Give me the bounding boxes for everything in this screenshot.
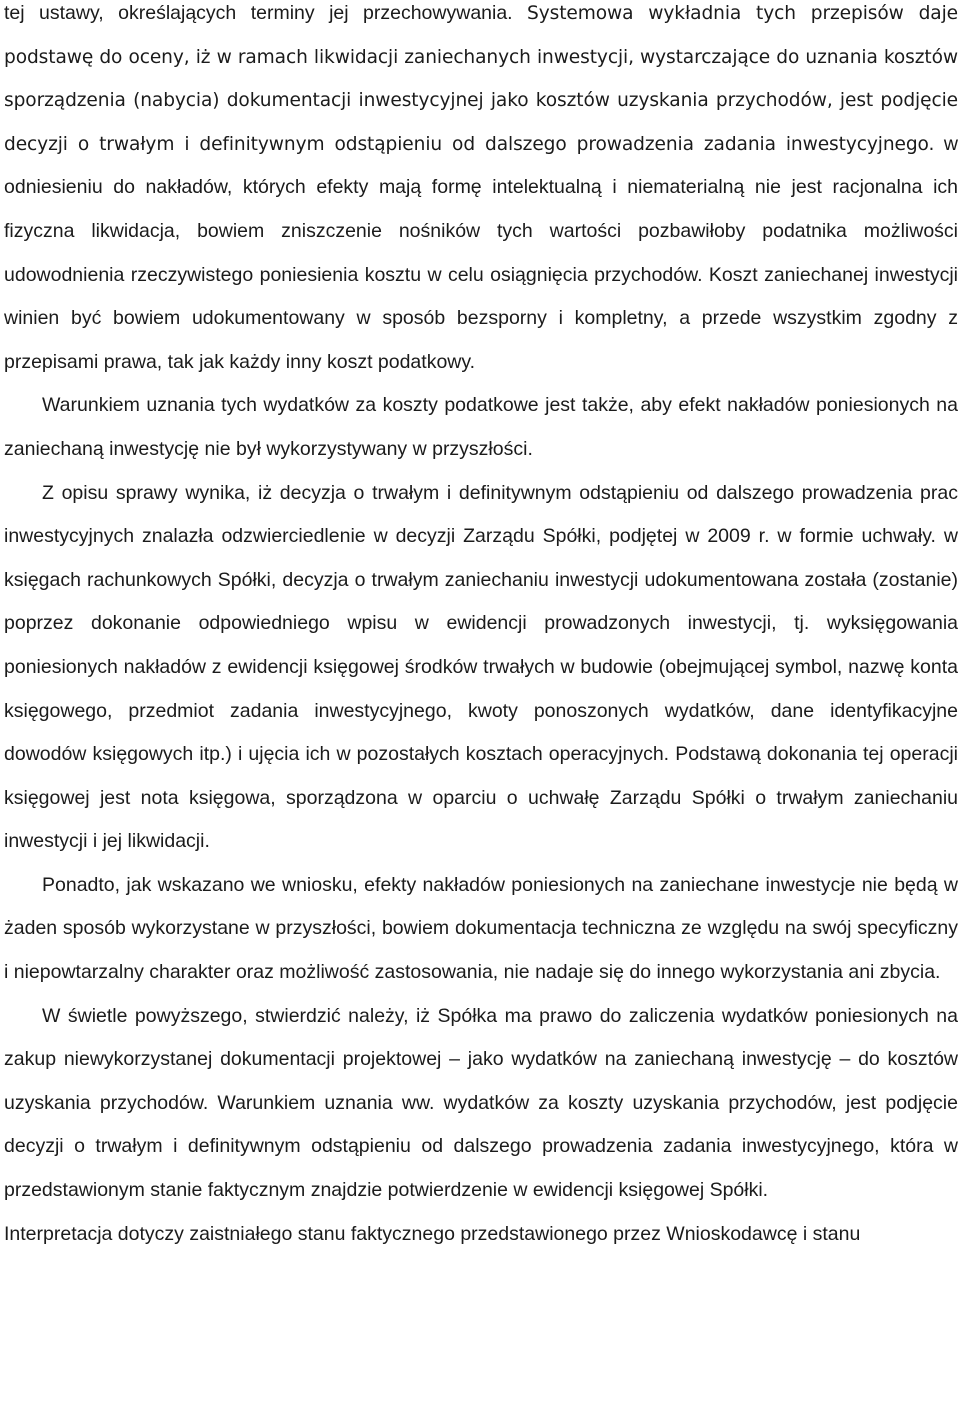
- paragraph-2: Warunkiem uznania tych wydatków za koszty podatkowe jest także, aby efekt nakładów poniesionych na zaniechaną inwestycję nie był wykorzystywany w przyszłości.: [4, 394, 958, 460]
- paragraph-1-part-a: tej ustawy, określających terminy jej przechowywania.: [4, 2, 528, 24]
- paragraph-1-part-c: w odniesieniu do nakładów, których efekty mają formę intelektualną i niematerialną nie jest racjonalna ich fizyczna likwidacja, bowiem zniszczenie nośników tych wartości pozbawiłoby podatnika możliwości udowodnienia rzeczywistego poniesienia kosztu w celu osiągnięcia przychodów. Koszt zaniechanej inwestycji winien być bowiem udokumentowany w sposób bezsporny i kompletny, a przede wszystkim zgodny z przepisami prawa, tak jak każdy inny koszt podatkowy.: [4, 132, 959, 373]
- paragraph-5: W świetle powyższego, stwierdzić należy, iż Spółka ma prawo do zaliczenia wydatków poniesionych na zakup niewykorzystanej dokumentacji projektowej – jako wydatków na zaniechaną inwestycję – do kosztów uzyskania przychodów. Warunkiem uznania ww. wydatków za koszty uzyskania przychodów, jest podjęcie decyzji o trwałym i definitywnym odstąpieniu od dalszego prowadzenia zadania inwestycyjnego, która w przedstawionym stanie faktycznym znajdzie potwierdzenie w ewidencji księgowej Spółki.: [4, 1004, 958, 1202]
- paragraph-1-part-b: Systemowa wykładnia tych przepisów daje podstawę do oceny, iż w ramach likwidacji zaniechanych inwestycji, wystarczające do uznania kosztów sporządzenia (nabycia) dokumentacji inwestycyjnej jako kosztów uzyskania przychodów, jest podjęcie decyzji o trwałym i definitywnym odstąpieniu od dalszego prowadzenia zadania inwestycyjnego.: [4, 3, 958, 155]
- paragraph-4: Ponadto, jak wskazano we wniosku, efekty nakładów poniesionych na zaniechane inwestycje nie będą w żaden sposób wykorzystane w przyszłości, bowiem dokumentacja techniczna ze względu na swój specyficzny i niepowtarzalny charakter oraz możliwość zastosowania, nie nadaje się do innego wykorzystania ani zbycia.: [4, 873, 958, 984]
- document-page: [4, 0, 958, 1256]
- paragraph-3: Z opisu sprawy wynika, iż decyzja o trwałym i definitywnym odstąpieniu od dalszego prowadzenia prac inwestycyjnych znalazła odzwierciedlenie w decyzji Zarządu Spółki, podjętej w 2009 r. w formie uchwały. w księgach rachunkowych Spółki, decyzja o trwałym zaniechaniu inwestycji udokumentowana została (zostanie) poprzez dokonanie odpowiedniego wpisu w ewidencji prowadzonych inwestycji, tj. wyksięgowania poniesionych nakładów z ewidencji księgowej środków trwałych w budowie (obejmującej symbol, nazwę konta księgowego, przedmiot zadania inwestycyjnego, kwoty ponoszonych wydatków, dane identyfikacyjne dowodów księgowych itp.) i ujęcia ich w pozostałych kosztach operacyjnych. Podstawą dokonania tej operacji księgowej jest nota księgowa, sporządzona w oparciu o uchwałę Zarządu Spółki o trwałym zaniechaniu inwestycji i jej likwidacji.: [4, 481, 958, 853]
- paragraph-1: [4, 0, 958, 384]
- paragraph-6: Interpretacja dotyczy zaistniałego stanu faktycznego przedstawionego przez Wnioskodawcę i stanu: [4, 1222, 861, 1245]
